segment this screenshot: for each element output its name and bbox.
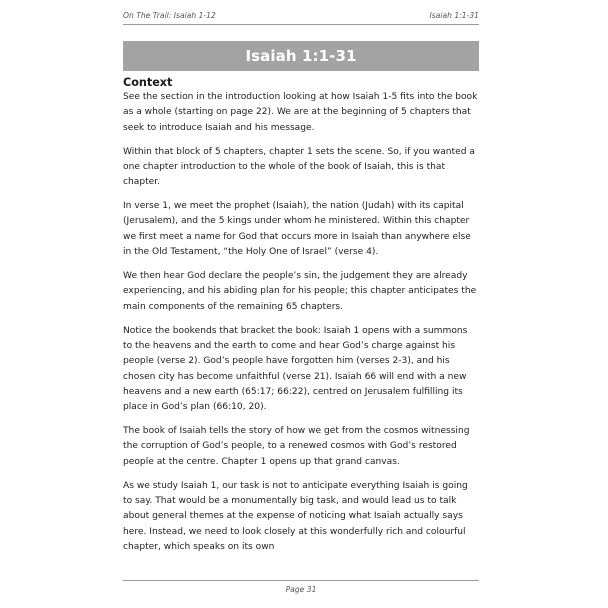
footer-divider (123, 580, 479, 581)
page-number: Page 31 (285, 585, 317, 594)
chapter-title-banner (123, 41, 479, 71)
running-header (123, 11, 479, 23)
section-heading-context: Context (123, 76, 173, 89)
paragraph-7: As we study Isaiah 1, our task is not to anticipate everything Isaiah is going to say. That would be a monumentally big task, and would lead us to talk about general themes at the expense of noticing what Isaiah actually says here. Instead, we need to look closely at this wonderfully rich and colourful chapter, which speaks on its own (123, 480, 468, 552)
paragraph-3: In verse 1, we meet the prophet (Isaiah), the nation (Judah) with its capital (Jerusalem), and the 5 kings under whom he ministered. Within this chapter we first meet a name for God that occurs more in Isaiah than anywhere else in the Old Testament, “the Holy One of Israel” (verse 4). (123, 201, 471, 258)
paragraph-6: The book of Isaiah tells the story of how we get from the cosmos witnessing the corruption of God’s people, to a renewed cosmos with God’s restored people at the centre. Chapter 1 opens up that grand canvas. (123, 426, 470, 467)
paragraph-1: See the section in the introduction looking at how Isaiah 1-5 fits into the book as a whole (starting on page 22). We are at the beginning of 5 chapters that seek to introduce Isaiah and his message. (123, 92, 478, 133)
paragraph-4: We then hear God declare the people’s sin, the judgement they are already experiencing, and his abiding plan for his people; this chapter anticipates the main components of the remaining 65 chapters. (123, 271, 477, 312)
running-header-passage: Isaiah 1:1-31 (429, 11, 479, 20)
paragraph-2: Within that block of 5 chapters, chapter 1 sets the scene. So, if you wanted a one chapter introduction to the whole of the book of Isaiah, this is that chapter. (123, 146, 475, 188)
paragraph-5: Notice the bookends that bracket the book: Isaiah 1 opens with a summons to the heavens and the earth to come and hear God’s charge against his people (verse 2). God’s people have forgotten him (verses 2-3), and his chosen city has become unfaithful (verse 21). Isaiah 66 will end with a new heavens and a new earth (65:17; 66:22), centred on Jerusalem fulfilling its place in God’s plan (66:10, 20). (123, 325, 468, 413)
chapter-title: Isaiah 1:1-31 (245, 47, 357, 65)
body-content (123, 76, 479, 564)
header-divider (123, 24, 479, 25)
running-header-book-title: On The Trail: Isaiah 1-12 (123, 11, 216, 20)
book-page (123, 0, 479, 608)
